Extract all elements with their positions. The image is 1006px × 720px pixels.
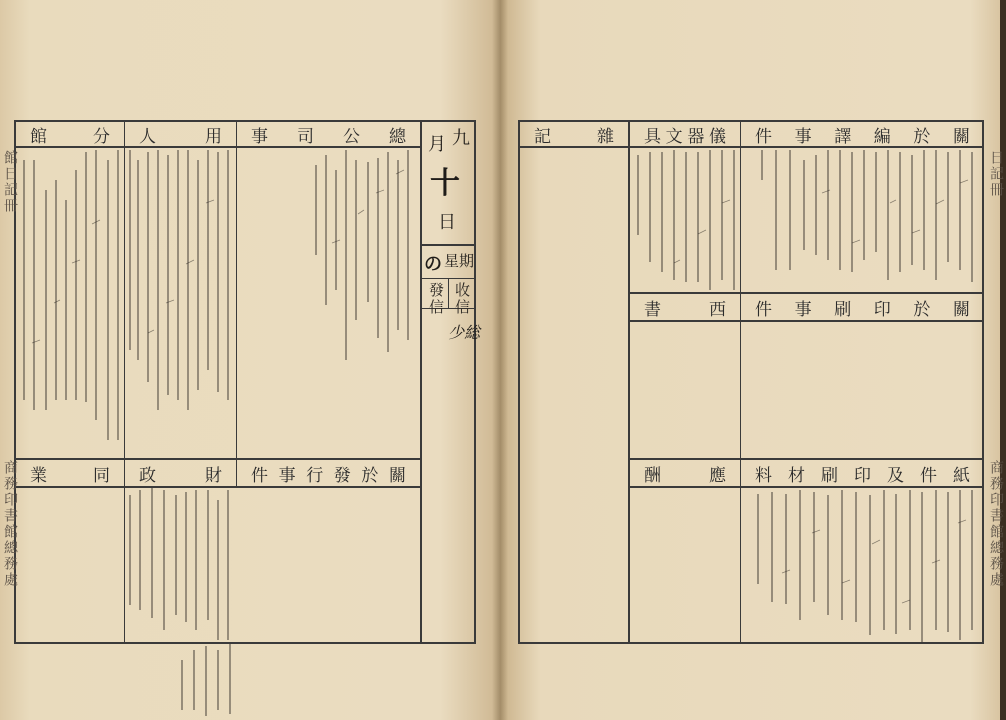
- month-value: 九: [452, 128, 470, 149]
- left-edge-title: 館日記冊: [2, 150, 18, 214]
- right-edge-title: 日記冊: [988, 150, 1004, 198]
- header-western-books: 西 書: [644, 299, 726, 320]
- day-value: 十: [430, 166, 460, 201]
- header-staff: 用 人: [139, 126, 222, 147]
- received-value: 少総: [448, 323, 481, 342]
- header-social: 應 酬: [644, 465, 726, 486]
- header-general-affairs: 總 公 司 事: [251, 126, 406, 147]
- left-edge-office: 商務印書館總務處: [2, 460, 18, 588]
- day-label: 日: [438, 212, 456, 233]
- header-branch: 分 館: [30, 126, 110, 147]
- header-misc: 雜 記: [534, 126, 614, 147]
- header-finance: 財 政: [139, 465, 222, 486]
- header-trade: 同 業: [30, 465, 110, 486]
- received-label: 收信: [453, 282, 471, 316]
- header-instruments: 儀 器 文 具: [644, 126, 726, 147]
- weekday-label: 星期: [444, 252, 475, 270]
- header-printing: 關 於 印 刷 事 件: [755, 299, 970, 320]
- header-publishing: 關 於 發 行 事 件: [251, 465, 406, 486]
- weekday-value: の: [424, 254, 442, 275]
- month-label: 月: [428, 134, 446, 155]
- header-paper: 紙 件 及 印 刷 材 料: [755, 465, 970, 486]
- sent-label: 發信: [427, 282, 445, 316]
- header-translation: 關 於 編 譯 事 件: [755, 126, 970, 147]
- right-edge-office: 商務印書館總務處: [988, 460, 1004, 588]
